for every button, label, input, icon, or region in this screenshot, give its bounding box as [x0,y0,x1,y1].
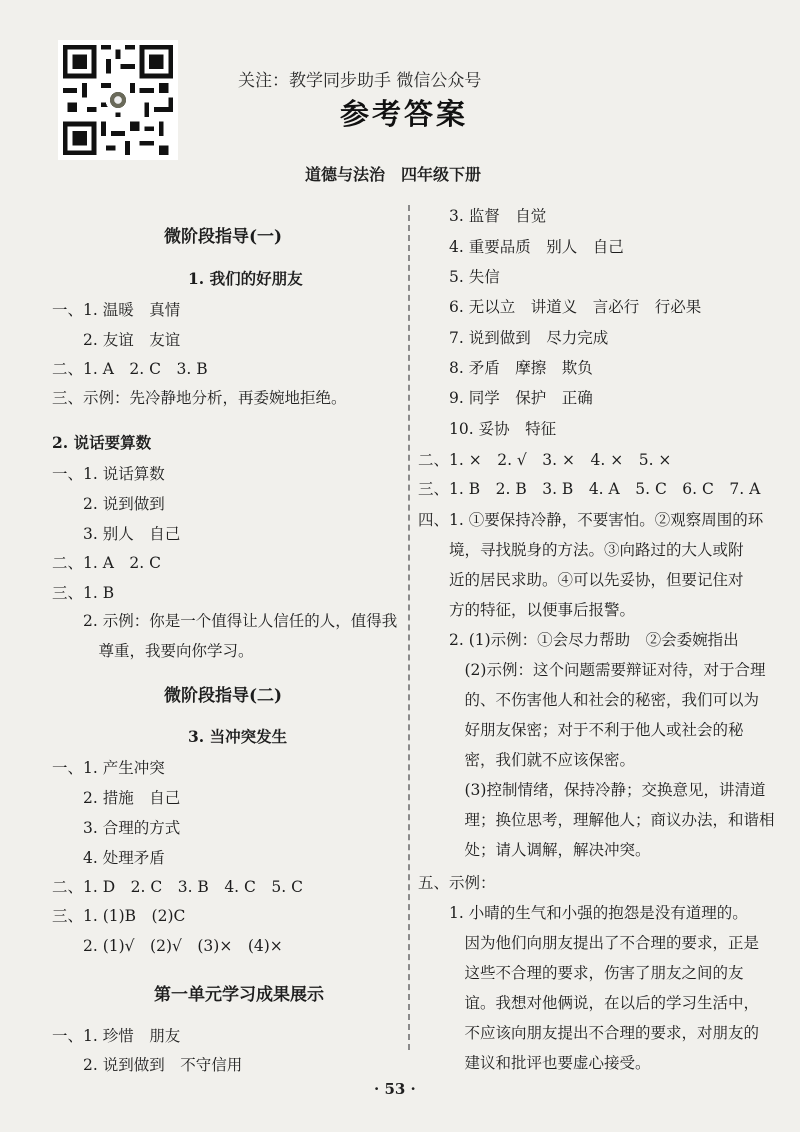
answer-line: 尊重，我要向你学习。 [52,642,254,660]
answer-line: 四、1. ①要保持冷静，不要害怕。②观察周围的环 [418,511,764,529]
answer-line: 建议和批评也要虚心接受。 [418,1054,651,1072]
answer-line: 4. 处理矛盾 [52,849,165,867]
answer-line: 不应该向朋友提出不合理的要求，对朋友的 [418,1024,760,1042]
answer-line: 2. 说到做到 不守信用 [52,1056,243,1074]
answer-line: 因为他们向朋友提出了不合理的要求，正是 [418,934,760,952]
answer-line: 三、示例：先冷静地分析，再委婉地拒绝。 [52,389,347,407]
answer-line: 7. 说到做到 尽力完成 [418,329,609,347]
section-heading: 微阶段指导(一) [164,227,283,247]
answer-line: 一、1. 说话算数 [52,465,165,483]
answer-line: (2)示例：这个问题需要辩证对待，对于合理 [418,661,766,679]
answer-line: 4. 重要品质 别人 自己 [418,238,624,256]
answer-line: 10. 妥协 特征 [418,420,557,438]
answer-line: 3. 别人 自己 [52,525,181,543]
answer-line: 6. 无以立 讲道义 言必行 行必果 [418,298,702,316]
answer-line: 2. 说到做到 [52,495,165,513]
answer-line: 二、1. A 2. C 3. B [52,360,208,378]
answer-line: 三、1. B 2. B 3. B 4. A 5. C 6. C 7. A [418,480,761,498]
answer-line: 二、1. A 2. C [52,554,161,572]
answer-line: 一、1. 温暖 真情 [52,301,181,319]
answer-line: 二、1. D 2. C 3. B 4. C 5. C [52,878,303,896]
answer-line: 谊。我想对他俩说，在以后的学习生活中， [418,994,760,1012]
page-number: · 53 · [374,1080,416,1098]
answer-line: (3)控制情绪，保持冷静；交换意见，讲清道 [418,781,766,799]
section-heading: 1. 我们的好朋友 [188,269,303,288]
qr-code [58,40,178,160]
answer-line: 这些不合理的要求，伤害了朋友之间的友 [418,964,744,982]
answer-line: 3. 监督 自觉 [418,207,547,225]
answer-line: 8. 矛盾 摩擦 欺负 [418,359,593,377]
answer-line: 2. (1)示例：①会尽力帮助 ②会委婉指出 [418,631,739,649]
answer-line: 三、1. B [52,584,115,602]
answer-line: 二、1. × 2. √ 3. × 4. × 5. × [418,451,672,469]
section-heading: 微阶段指导(二) [164,686,283,706]
section-heading: 2. 说话要算数 [52,433,152,452]
answer-line: 境，寻找脱身的方法。③向路过的大人或附 [418,541,744,559]
answer-line: 的、不伤害他人和社会的秘密，我们可以为 [418,691,760,709]
answer-line: 3. 合理的方式 [52,819,181,837]
answer-line: 1. 小晴的生气和小强的抱怨是没有道理的。 [418,904,748,922]
answer-line: 方的特征，以便事后报警。 [418,601,636,619]
page-title: 参考答案 [340,97,469,131]
answer-line: 2. (1)√ (2)√ (3)× (4)× [52,937,283,955]
answer-line: 一、1. 珍惜 朋友 [52,1027,181,1045]
section-heading: 3. 当冲突发生 [188,727,288,746]
answer-line: 2. 措施 自己 [52,789,181,807]
answer-line: 三、1. (1)B (2)C [52,907,186,925]
subject-subtitle: 道德与法治 四年级下册 [305,165,482,184]
answer-line: 理；换位思考，理解他人；商议办法，和谐相 [418,811,775,829]
answer-line: 9. 同学 保护 正确 [418,389,593,407]
answer-line: 五、示例： [418,874,496,892]
answer-line: 一、1. 产生冲突 [52,759,165,777]
answer-line: 密，我们就不应该保密。 [418,751,636,769]
section-heading: 第一单元学习成果展示 [154,985,324,1005]
answer-line: 2. 示例：你是一个值得让人信任的人，值得我 [52,612,398,630]
follow-notice: 关注：教学同步助手 微信公众号 [238,71,482,91]
answer-line: 5. 失信 [418,268,500,286]
answer-line: 好朋友保密；对于不利于他人或社会的秘 [418,721,744,739]
answer-line: 处；请人调解，解决冲突。 [418,841,651,859]
answer-line: 2. 友谊 友谊 [52,331,181,349]
answer-line: 近的居民求助。④可以先妥协，但要记住对 [418,571,744,589]
column-divider [408,205,410,1050]
